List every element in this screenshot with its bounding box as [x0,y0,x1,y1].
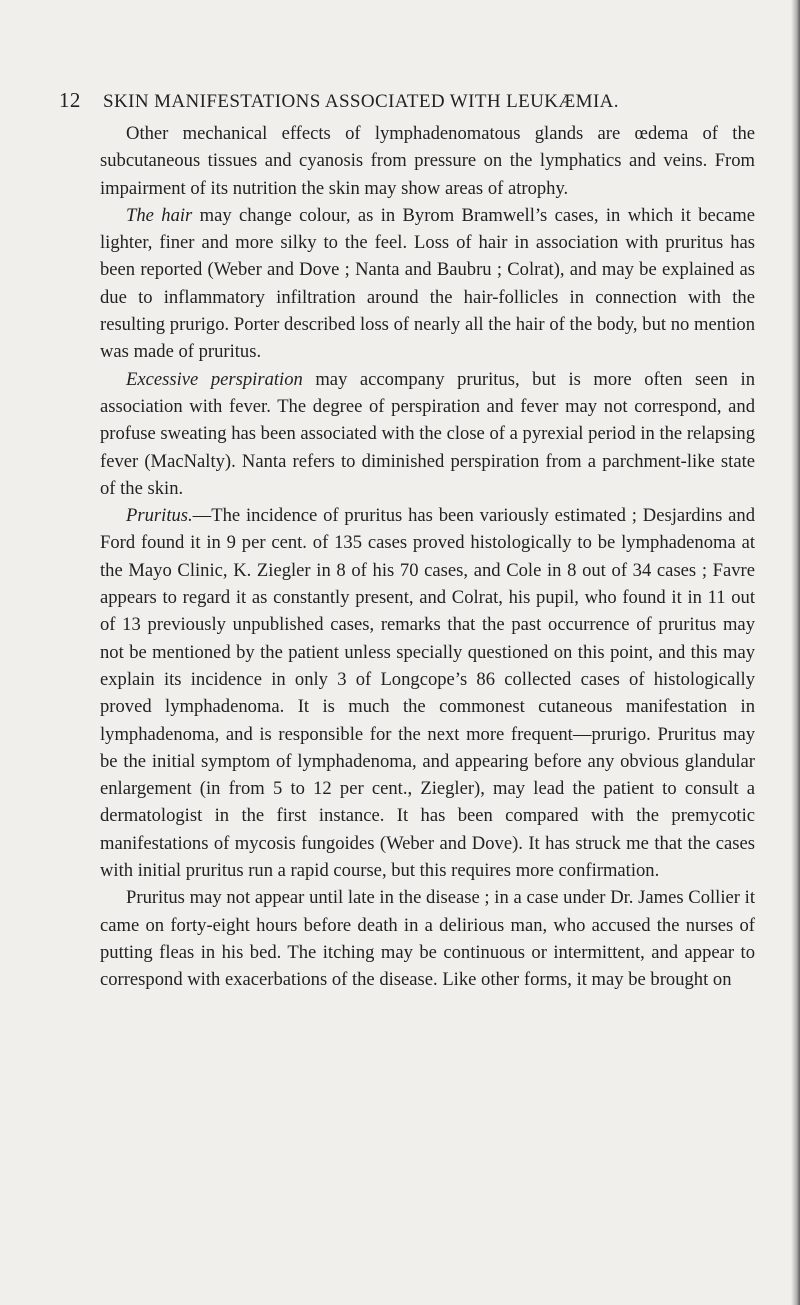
paragraph-mechanical-effects [100,120,755,202]
paragraph-pruritus [100,502,755,884]
paragraph-hair [100,202,755,366]
paragraph-lead: The hair [126,204,193,226]
paragraph-lead: Excessive perspiration [126,368,303,390]
paragraph-perspiration [100,366,755,502]
paragraph-text: may accompany pruritus, but is more often seen in association with fever. The degree of perspiration and fever may not correspond, and profuse sweating has been associated with the close of a pyrexial period in the relapsing fever (MacNalty). Nanta refers to diminished perspiration from a parchment-like state of the skin. [100,368,755,499]
running-head: SKIN MANIFESTATIONS ASSOCIATED WITH LEUKÆMIA. [103,91,619,112]
paragraph-text: —The incidence of pruritus has been variously estimated ; Desjardins and Ford found it in 9 per cent. of 135 cases proved histologically to be lymphadenoma at the Mayo Clinic, K. Ziegler in 8 of his 70 cases, and Cole in 8 out of 34 cases ; Favre appears to regard it as constantly present, and Colrat, his pupil, who found it in 11 out of 13 previously unpublished cases, remarks that the past occurrence of pruritus may not be mentioned by the patient unless specially questioned on this point, and this may explain its incidence in only 3 of Longcope’s 86 collected cases of histologically proved lymphadenoma. It is much the commonest cutaneous manifestation in lymphadenoma, and is responsible for the next more frequent—prurigo. Pruritus may be the initial symptom of lymphadenoma, and appearing before any obvious glandular enlargement (in from 5 to 12 per cent., Ziegler), may lead the patient to consult a dermatologist in the first instance. It has been compared with the premycotic manifestations of mycosis fungoides (Weber and Dove). It has struck me that the cases with initial pruritus run a rapid course, but this requires more confirmation. [100,505,755,882]
body-text [100,120,755,994]
page-number: 12 [59,88,81,112]
paragraph-text: Pruritus may not appear until late in the disease ; in a case under Dr. James Collier it came on forty-eight hours before death in a delirious man, who accused the nurses of putting fleas in his bed. The itching may be continuous or intermittent, and appear to correspond with exacerbations of the disease. Like other forms, it may be brought on [100,887,755,991]
paragraph-text: may change colour, as in Byrom Bramwell’s cases, in which it became lighter, finer and more silky to the feel. Loss of hair in association with pruritus has been reported (Weber and Dove ; Nanta and Baubru ; Colrat), and may be explained as due to inflammatory infiltration around the hair-follicles in connection with the resulting prurigo. Porter described loss of nearly all the hair of the body, but no mention was made of pruritus. [100,204,755,363]
paragraph-pruritus-late [100,884,755,993]
paragraph-lead: Pruritus. [126,505,193,527]
paragraph-text: Other mechanical effects of lymphadenomatous glands are œdema of the subcutaneous tissues and cyanosis from pressure on the lymphatics and veins. From impairment of its nutrition the skin may show areas of atrophy. [100,123,755,199]
page-edge-shadow [791,0,800,1305]
page-header [59,88,759,113]
